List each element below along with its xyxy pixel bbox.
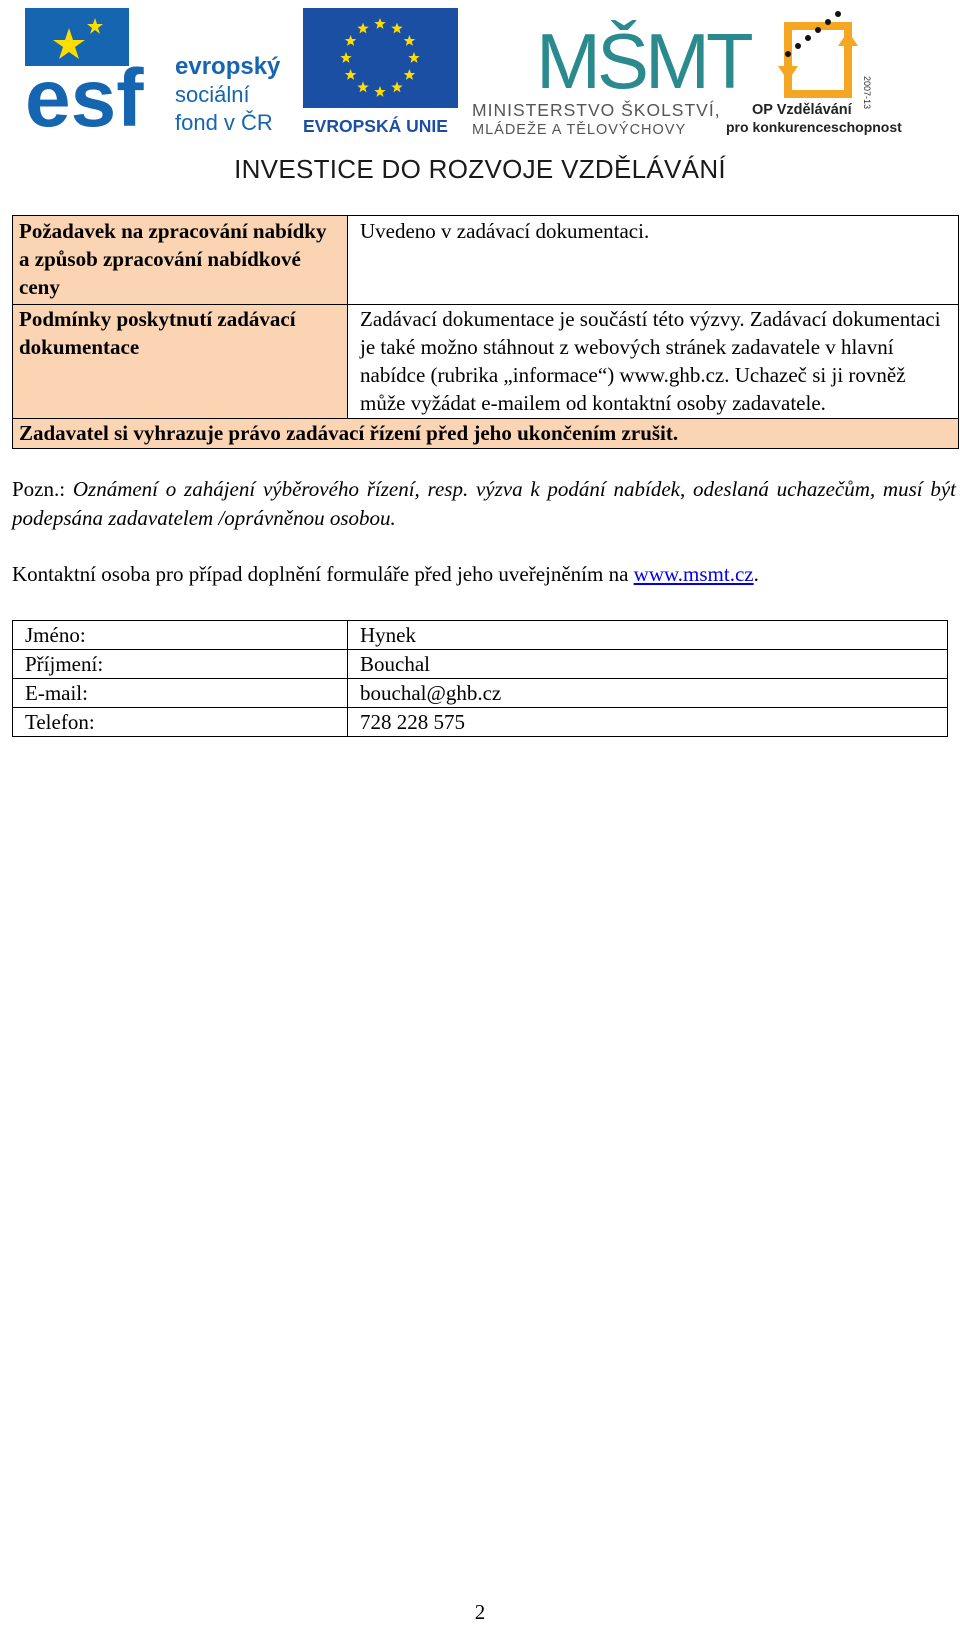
contact-suffix: . xyxy=(753,562,759,586)
tender-info-table xyxy=(12,215,959,449)
contact-text: Kontaktní osoba pro případ doplnění formuláře před jeho uveřejněním na xyxy=(12,562,634,586)
header-logos xyxy=(0,0,960,150)
esf-logo xyxy=(25,8,287,144)
contact-person-table xyxy=(12,620,948,737)
table-row xyxy=(13,216,959,305)
table-row xyxy=(13,621,948,650)
row-value: Uvedeno v zadávací dokumentaci. xyxy=(348,216,959,305)
eu-flag-graphic xyxy=(303,8,458,136)
contact-value: 728 228 575 xyxy=(348,708,948,737)
page-number: 2 xyxy=(474,1600,486,1624)
row-value: Zadávací dokumentace je součástí této výzvy. Zadávací dokumentaci je také možno stáhnout z webových stránek zadavatele v hlavní nabídce (rubrika „informace“) www.ghb.cz. Uchazeč si ji rovněž může vyžádat e-mailem od kontaktní osoby zadavatele. xyxy=(348,305,959,419)
contact-value: bouchal@ghb.cz xyxy=(348,679,948,708)
table-row xyxy=(13,419,959,449)
contact-key: Příjmení: xyxy=(13,650,348,679)
msmt-graphic xyxy=(470,6,750,138)
contact-paragraph xyxy=(12,560,956,588)
op-logo xyxy=(726,6,948,136)
msmt-line2: MLÁDEŽE A TĚLOVÝCHOVY xyxy=(472,122,687,138)
eu-logo xyxy=(303,8,458,136)
esf-line3: fond v ČR xyxy=(175,110,273,135)
table-row xyxy=(13,650,948,679)
contact-value: Hynek xyxy=(348,621,948,650)
row-label: Požadavek na zpracování nabídky a způsob zpracování nabídkové ceny xyxy=(13,216,348,305)
contact-key: E-mail: xyxy=(13,679,348,708)
msmt-logo xyxy=(470,6,750,138)
op-graphic xyxy=(726,6,948,136)
cancellation-reservation: Zadavatel si vyhrazuje právo zadávací řízení před jeho ukončením zrušit. xyxy=(13,419,959,449)
esf-letters: esf xyxy=(25,53,144,144)
row-label: Podmínky poskytnutí zadávací dokumentace xyxy=(13,305,348,419)
contact-key: Telefon: xyxy=(13,708,348,737)
op-line2: pro konkurenceschopnost xyxy=(726,119,902,135)
header-tagline: INVESTICE DO ROZVOJE VZDĚLÁVÁNÍ xyxy=(234,154,726,184)
msmt-link[interactable]: www.msmt.cz xyxy=(633,562,754,586)
contact-key: Jméno: xyxy=(13,621,348,650)
msmt-line1: MINISTERSTVO ŠKOLSTVÍ, xyxy=(472,100,721,120)
msmt-mark: MŠMT xyxy=(536,17,750,105)
eu-text: EVROPSKÁ UNIE xyxy=(303,116,448,136)
table-row xyxy=(13,305,959,419)
contact-value: Bouchal xyxy=(348,650,948,679)
esf-logo-graphic xyxy=(25,8,287,144)
op-line1: OP Vzdělávání xyxy=(752,102,852,118)
esf-line1: evropský xyxy=(175,53,281,80)
note-prefix: Pozn.: xyxy=(12,477,66,501)
table-row xyxy=(13,679,948,708)
note-text: Oznámení o zahájení výběrového řízení, resp. výzva k podání nabídek, odeslaná uchazečům, musí být podepsána zadavatelem /oprávněnou osobou. xyxy=(12,477,956,530)
esf-line2: sociální xyxy=(175,82,250,107)
op-years: 2007-13 xyxy=(862,76,872,110)
note-paragraph xyxy=(12,475,956,533)
table-row xyxy=(13,708,948,737)
